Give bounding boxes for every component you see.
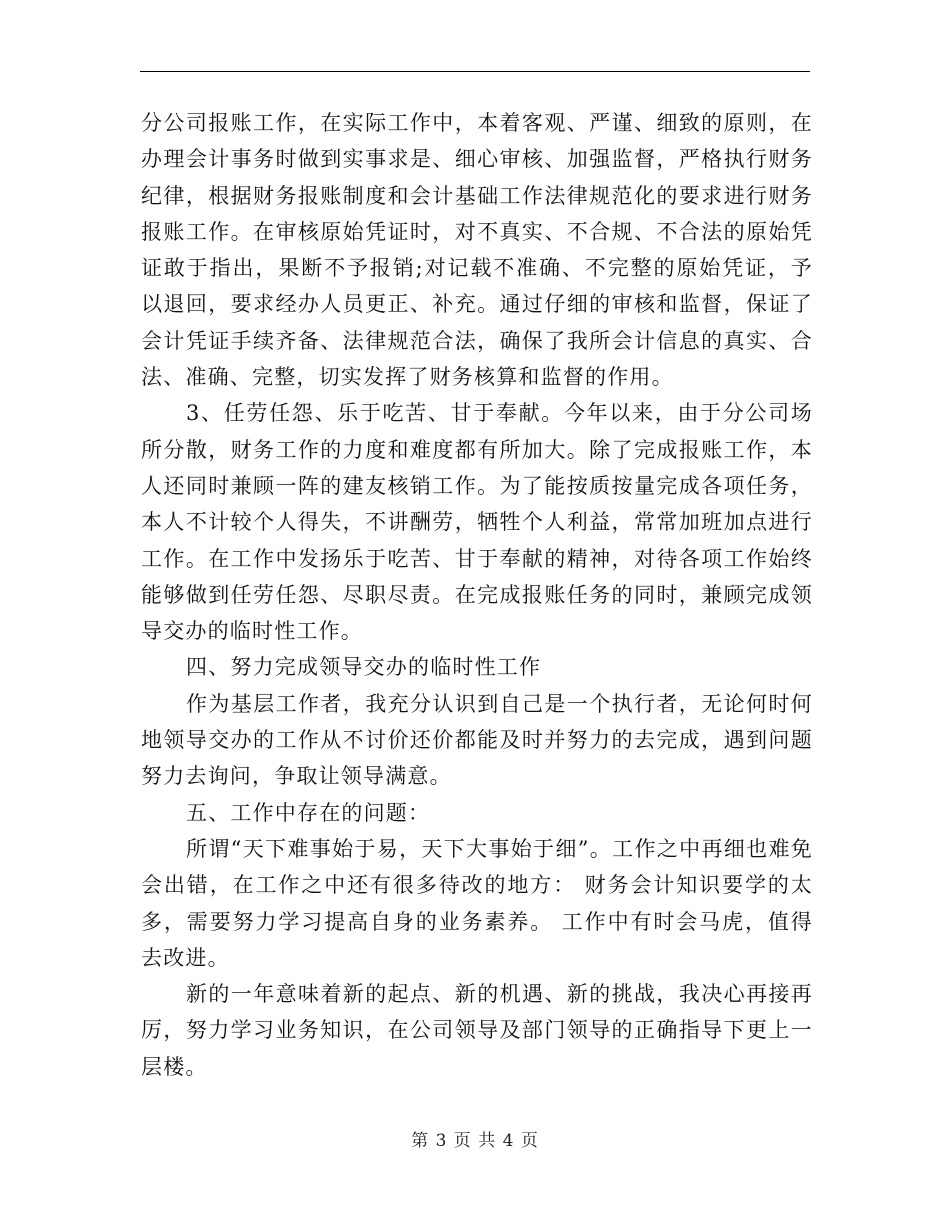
paragraph-2: 3、任劳任怨、乐于吃苦、甘于奉献。今年以来，由于分公司场所分散，财务工作的力度和难度都有所加大。除了完成报账工作，本人还同时兼顾一阵的建友核销工作。为了能按质按量完成各项任务，本人不计较个人得失，不讲酬劳，牺牲个人利益，常常加班加点进行工作。在工作中发扬乐于吃苦、甘于奉献的精神，对待各项工作始终能够做到任劳任怨、尽职尽责。在完成报账任务的同时，兼顾完成领导交办的临时性工作。 [141,401,813,644]
paragraph-3: 作为基层工作者，我充分认识到自己是一个执行者，无论何时何地领导交办的工作从不讨价还价都能及时并努力的去完成，遇到问题努力去询问，争取让领导满意。 [141,691,813,789]
page-footer [0,1126,950,1151]
header-rule [140,71,810,72]
document-body [141,105,813,1085]
paragraph-5: 新的一年意味着新的起点、新的机遇、新的挑战，我决心再接再厉，努力学习业务知识，在公司领导及部门领导的正确指导下更上一层楼。 [141,982,813,1079]
paragraph-1: 分公司报账工作，在实际工作中，本着客观、严谨、细致的原则，在办理会计事务时做到实事求是、细心审核、加强监督，严格执行财务纪律，根据财务报账制度和会计基础工作法律规范化的要求进行财务报账工作。在审核原始凭证时，对不真实、不合规、不合法的原始凭证敢于指出，果断不予报销;对记载不准确、不完整的原始凭证，予以退回，要求经办人员更正、补充。通过仔细的审核和监督，保证了会计凭证手续齐备、法律规范合法，确保了我所会计信息的真实、合法、准确、完整，切实发挥了财务核算和监督的作用。 [141,111,813,390]
page-number-label: 第 3 页 共 4 页 [411,1131,539,1151]
section-heading-5: 五、工作中存在的问题： [186,800,431,825]
section-heading-4: 四、努力完成领导交办的临时性工作 [186,655,542,680]
paragraph-4: 所谓“天下难事始于易，天下大事始于细”。工作之中再细也难免会出错，在工作之中还有很多待改的地方： 财务会计知识要学的太多，需要努力学习提高自身的业务素养。 工作中有时会马虎，值得去改进。 [141,836,813,970]
